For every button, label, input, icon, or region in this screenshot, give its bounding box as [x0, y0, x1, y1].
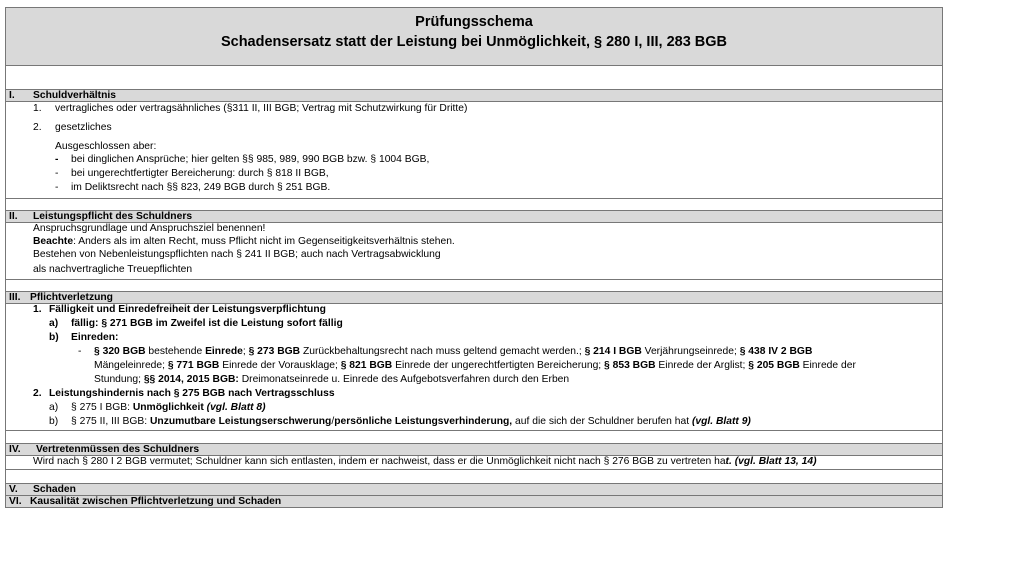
text-line: Anspruchsgrundlage und Anspruchsziel benennen!: [33, 223, 266, 234]
examination-scheme-table: [5, 7, 943, 508]
blank-row: [6, 66, 942, 90]
section-3-body: [6, 304, 942, 431]
title-line-1: Prüfungsschema: [415, 14, 533, 30]
blank-row: [6, 199, 942, 211]
list-item: b) § 275 II, III BGB: Unzumutbare Leistungserschwerung/persönliche Leistungsverhinderung, auf die sich der Schuldner berufen hat (vgl. Blatt 9): [49, 416, 751, 427]
list-item: - bei ungerechtfertigter Bereicherung: durch § 818 II BGB,: [55, 168, 329, 179]
title-block: [6, 8, 942, 66]
list-item: 2. gesetzliches: [33, 122, 112, 133]
section-4-header: [6, 444, 942, 456]
section-1-body: [6, 102, 942, 199]
exclusion-label: Ausgeschlossen aber:: [55, 141, 157, 152]
section-1-header: [6, 90, 942, 102]
title-line-2: Schadensersatz statt der Leistung bei Unmöglichkeit, § 280 I, III, 283 BGB: [220, 34, 728, 50]
list-item: a) fällig: § 271 BGB im Zweifel ist die Leistung sofort fällig: [49, 318, 343, 329]
section-heading: Vertretenmüssen des Schuldners: [36, 444, 200, 455]
section-number: I.: [9, 90, 15, 101]
section-heading: Leistungspflicht des Schuldners: [33, 211, 193, 222]
section-2-body: [6, 223, 942, 280]
list-item: b) Einreden:: [49, 332, 119, 343]
section-number: III.: [9, 292, 21, 303]
objection-line: Stundung; §§ 2014, 2015 BGB: Dreimonatseinrede u. Einrede des Aufgebotsverfahren durch den Erben: [94, 374, 570, 385]
blank-row: [6, 470, 942, 484]
list-item: - im Deliktsrecht nach §§ 823, 249 BGB durch § 251 BGB.: [55, 182, 331, 193]
text-line: als nachvertragliche Treuepflichten: [33, 264, 193, 275]
objection-line: - § 320 BGB bestehende Einrede; § 273 BGB Zurückbehaltungsrecht nach muss geltend gemacht werden.; § 214 I BGB Verjährungseinrede; § 438 IV 2 BGB: [78, 346, 813, 357]
section-heading: Schuldverhältnis: [33, 90, 116, 101]
section-heading: Pflichtverletzung: [30, 292, 113, 303]
list-item: a) § 275 I BGB: Unmöglichkeit (vgl. Blatt 8): [49, 402, 266, 413]
list-item: - bei dinglichen Ansprüche; hier gelten §§ 985, 989, 990 BGB bzw. § 1004 BGB,: [55, 154, 430, 165]
section-number: VI.: [9, 496, 22, 507]
text-line: Wird nach § 280 I 2 BGB vermutet; Schuldner kann sich entlasten, indem er nachweist, dass er die Unmöglichkeit nicht nach § 276 BGB zu vertreten hat. (vgl. Blatt 13, 14): [33, 456, 817, 467]
section-2-header: [6, 211, 942, 223]
section-number: V.: [9, 484, 18, 495]
objection-line: Mängeleinrede; § 771 BGB Einrede der Vorausklage; § 821 BGB Einrede der ungerechtfertigten Bereicherung; § 853 BGB Einrede der Arglist; § 205 BGB Einrede der: [94, 360, 856, 371]
section-5-header: [6, 484, 942, 496]
list-item: 1. Fälligkeit und Einredefreiheit der Leistungsverpflichtung: [33, 304, 326, 315]
section-number: IV.: [9, 444, 21, 455]
blank-row: [6, 280, 942, 292]
section-heading: Schaden: [33, 484, 76, 495]
section-6-header: [6, 496, 942, 507]
section-number: II.: [9, 211, 18, 222]
list-item: 2. Leistungshindernis nach § 275 BGB nach Vertragsschluss: [33, 388, 335, 399]
section-heading: Kausalität zwischen Pflichtverletzung und Schaden: [30, 496, 282, 507]
blank-row: [6, 431, 942, 444]
text-line: Beachte: Anders als im alten Recht, muss Pflicht nicht im Gegenseitigkeitsverhältnis stehen.: [33, 236, 455, 247]
list-item: 1. vertragliches oder vertragsähnliches (§311 II, III BGB; Vertrag mit Schutzwirkung für Dritte): [33, 103, 468, 114]
section-4-body: [6, 456, 942, 470]
text-line: Bestehen von Nebenleistungspflichten nach § 241 II BGB; auch nach Vertragsabwicklung: [33, 249, 441, 260]
section-3-header: [6, 292, 942, 304]
